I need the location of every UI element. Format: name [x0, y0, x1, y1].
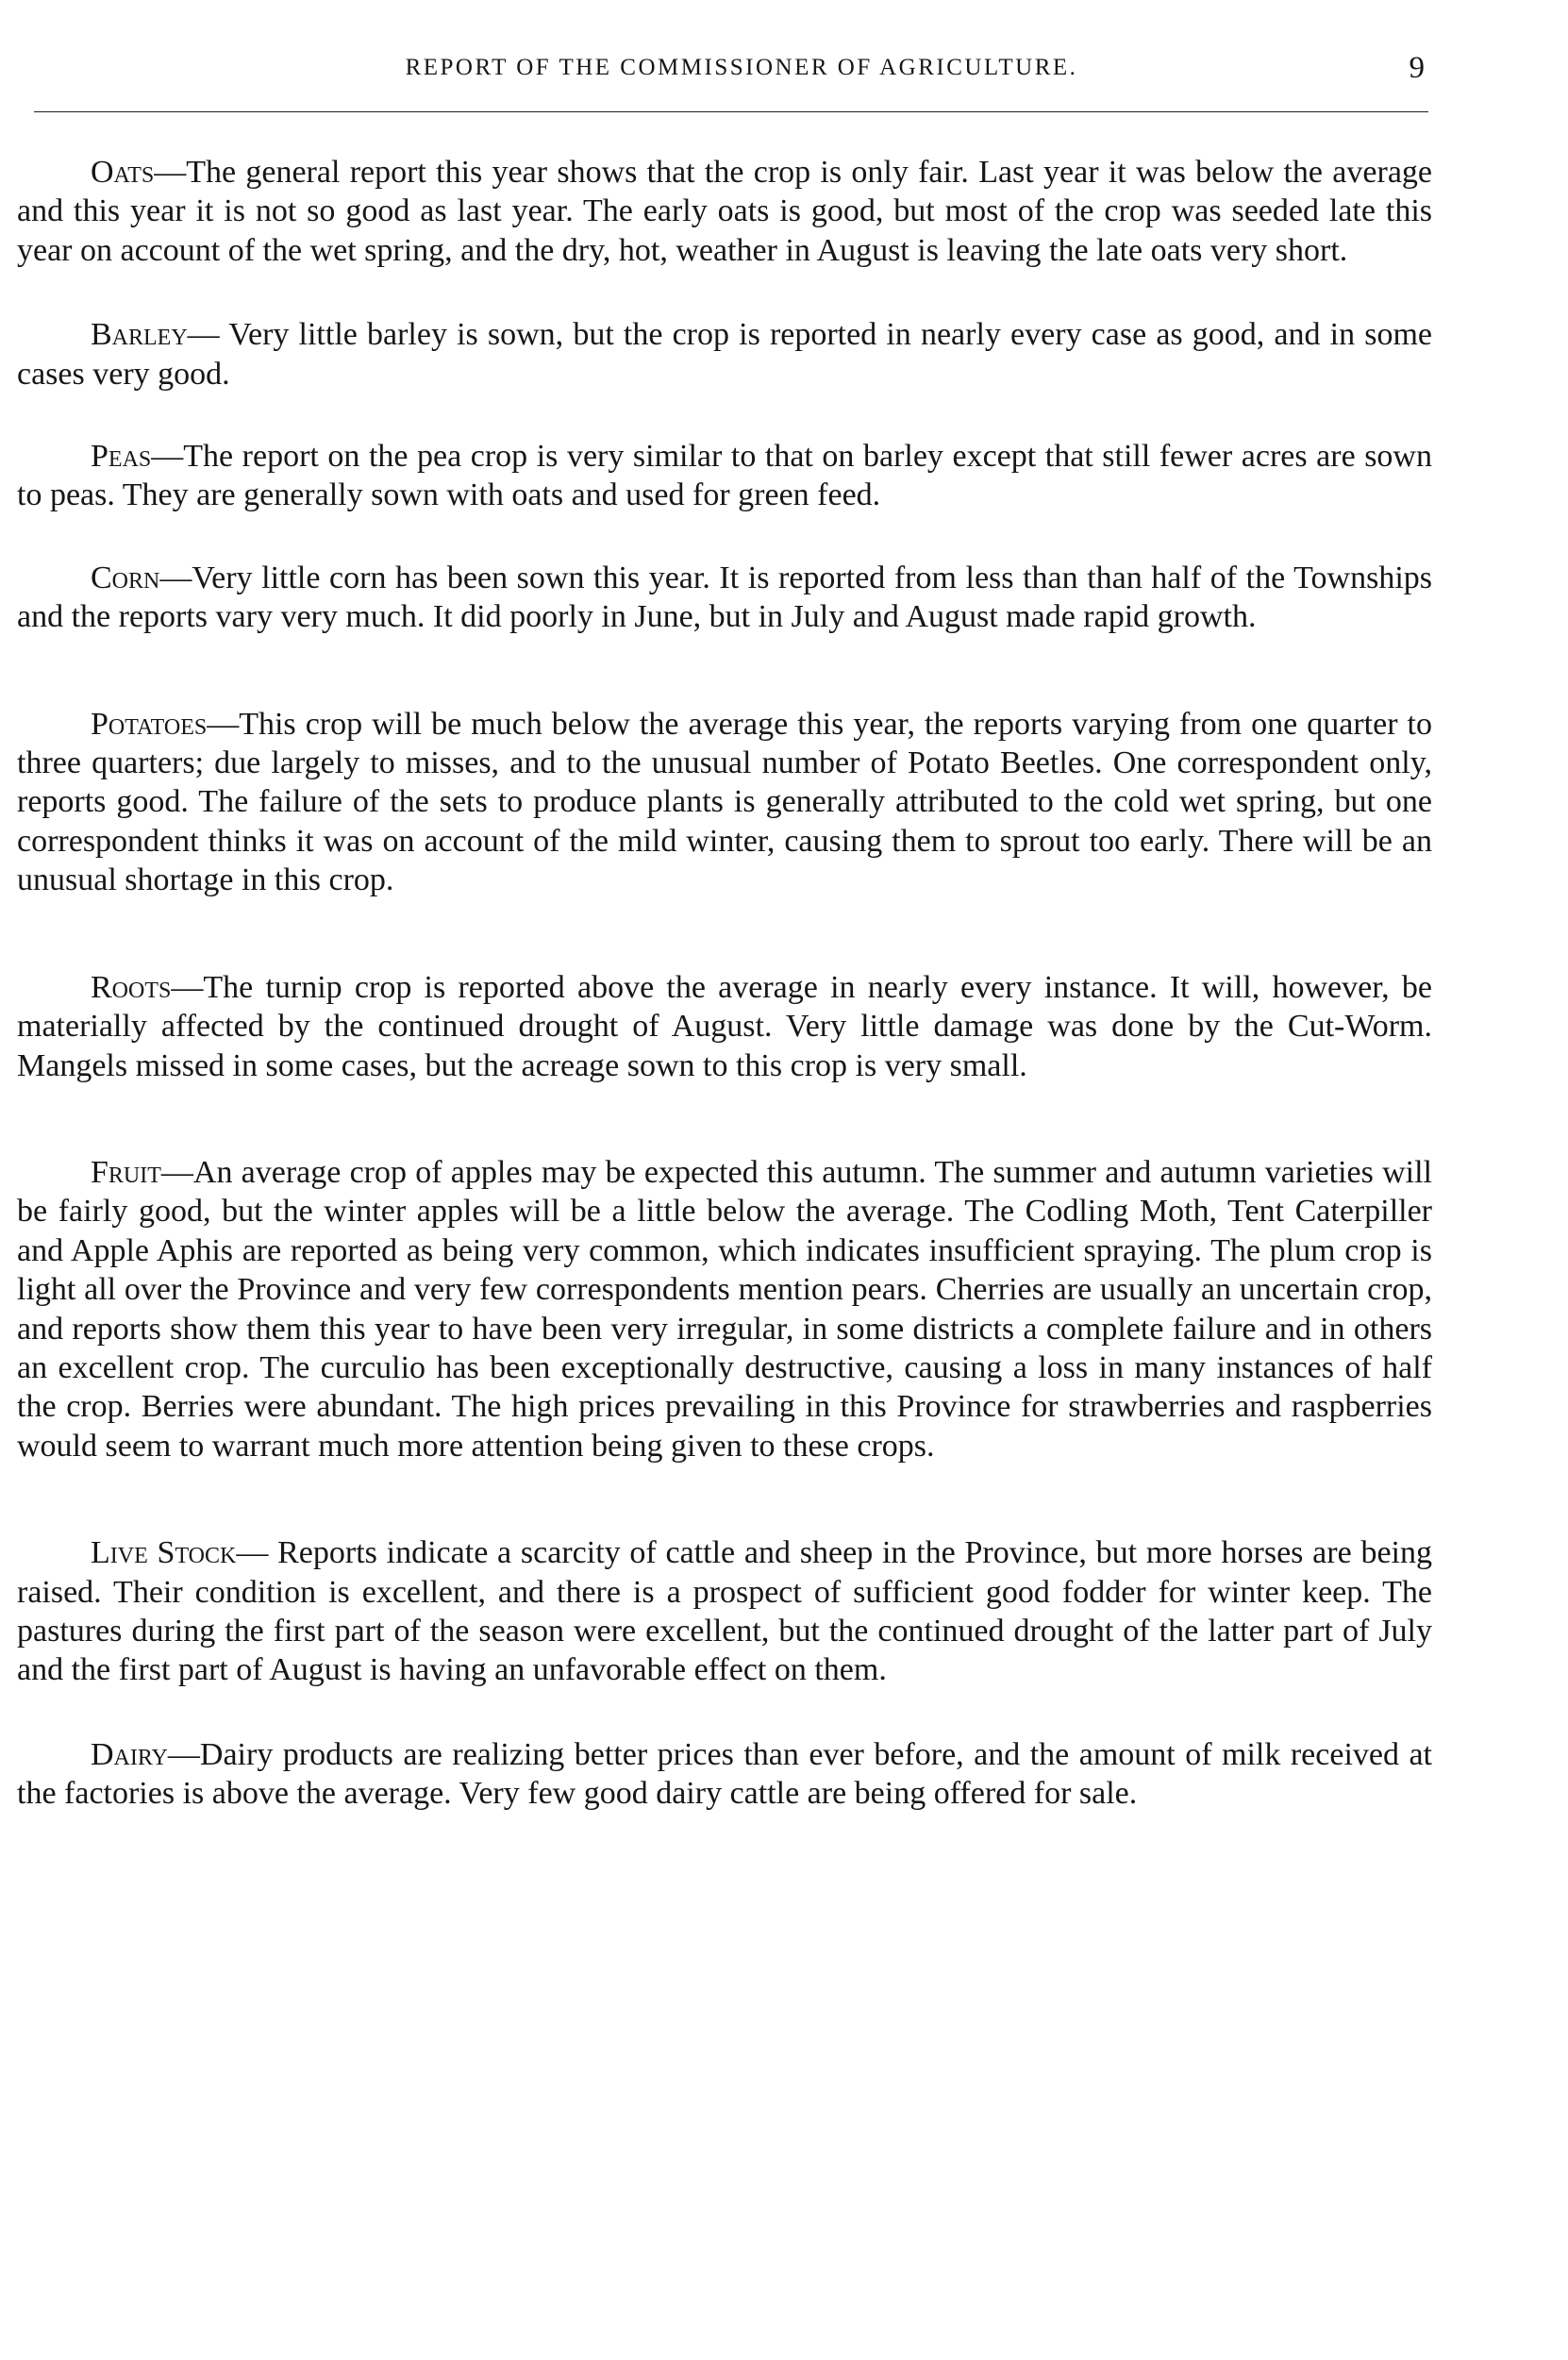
- paragraph-oats: [17, 153, 1432, 270]
- header-rule: [34, 111, 1428, 112]
- section-heading-corn: Corn: [91, 560, 160, 595]
- paragraph-live-stock: [17, 1533, 1432, 1690]
- report-body: [17, 153, 1432, 1814]
- section-text-barley: — Very little barley is sown, but the crop is reported in nearly every case as good, and in some cases very good.: [17, 317, 1432, 392]
- paragraph-peas: [17, 437, 1432, 515]
- section-heading-peas: Peas: [91, 439, 152, 475]
- section-text-peas: —The report on the pea crop is very similar to that on barley except that still fewer acres are sown to peas. They are generally sown with oats and used for green feed.: [17, 439, 1432, 513]
- paragraph-potatoes: [17, 705, 1432, 900]
- section-heading-roots: Roots: [91, 969, 172, 1005]
- paragraph-roots: [17, 968, 1432, 1085]
- section-text-roots: —The turnip crop is reported above the average in nearly every instance. It will, however, be materially affected by the continued drought of August. Very little damage was done by the Cut-Worm. Mangels missed in some cases, but the acreage sown to this crop is very small.: [17, 969, 1432, 1083]
- section-heading-barley: Barley: [91, 317, 188, 353]
- paragraph-fruit: [17, 1153, 1432, 1465]
- paragraph-barley: [17, 315, 1432, 393]
- paragraph-corn: [17, 559, 1432, 637]
- section-heading-oats: Oats: [91, 155, 155, 190]
- section-heading-fruit: Fruit: [91, 1154, 161, 1190]
- section-text-corn: —Very little corn has been sown this year. It is reported from less than than half of the Townships and the reports vary very much. It did poorly in June, but in July and August made rapid growth.: [17, 560, 1432, 635]
- section-heading-dairy: Dairy: [91, 1736, 168, 1772]
- paragraph-dairy: [17, 1735, 1432, 1814]
- section-heading-live-stock: Live Stock: [91, 1535, 237, 1571]
- section-text-live-stock: — Reports indicate a scarcity of cattle and sheep in the Province, but more horses are being raised. Their condition is excellent, and there is a prospect of sufficient good fodder for winter keep. The pastures during the first part of the season were excellent, but the continued drought of the latter part of July and the first part of August is having an unfavorable effect on them.: [17, 1535, 1432, 1688]
- running-header: [34, 49, 1449, 87]
- page-number: 9: [1409, 51, 1425, 85]
- section-text-dairy: —Dairy products are realizing better prices than ever before, and the amount of milk received at the factories is above the average. Very few good dairy cattle are being offered for sale.: [17, 1736, 1432, 1812]
- section-text-fruit: —An average crop of apples may be expected this autumn. The summer and autumn varieties will be fairly good, but the winter apples will be a little below the average. The Codling Moth, Tent Caterpiller and Apple Aphis are reported as being very common, which indicates insufficient spraying. The plum crop is light all over the Province and very few correspondents mention pears. Cherries are usually an uncertain crop, and reports show them this year to have been very irregular, in some districts a complete failure and in others an excellent crop. The curculio has been exceptionally destructive, causing a loss in many instances of half the crop. Berries were abundant. The high prices prevailing in this Province for strawberries and raspberries would seem to warrant much more attention being given to these crops.: [17, 1154, 1432, 1464]
- section-heading-potatoes: Potatoes: [91, 706, 208, 742]
- section-text-oats: —The general report this year shows that the crop is only fair. Last year it was below the average and this year it is not so good as last year. The early oats is good, but most of the crop was seeded late this year on account of the wet spring, and the dry, hot, weather in August is leaving the late oats very short.: [17, 155, 1432, 268]
- running-title: REPORT OF THE COMMISSIONER OF AGRICULTURE.: [405, 55, 1078, 80]
- section-text-potatoes: —This crop will be much below the average this year, the reports varying from one quarter to three quarters; due largely to misses, and to the unusual number of Potato Beetles. One correspondent only, reports good. The failure of the sets to produce plants is generally attributed to the cold wet spring, but one correspondent thinks it was on account of the mild winter, causing them to sprout too early. There will be an unusual shortage in this crop.: [17, 706, 1432, 898]
